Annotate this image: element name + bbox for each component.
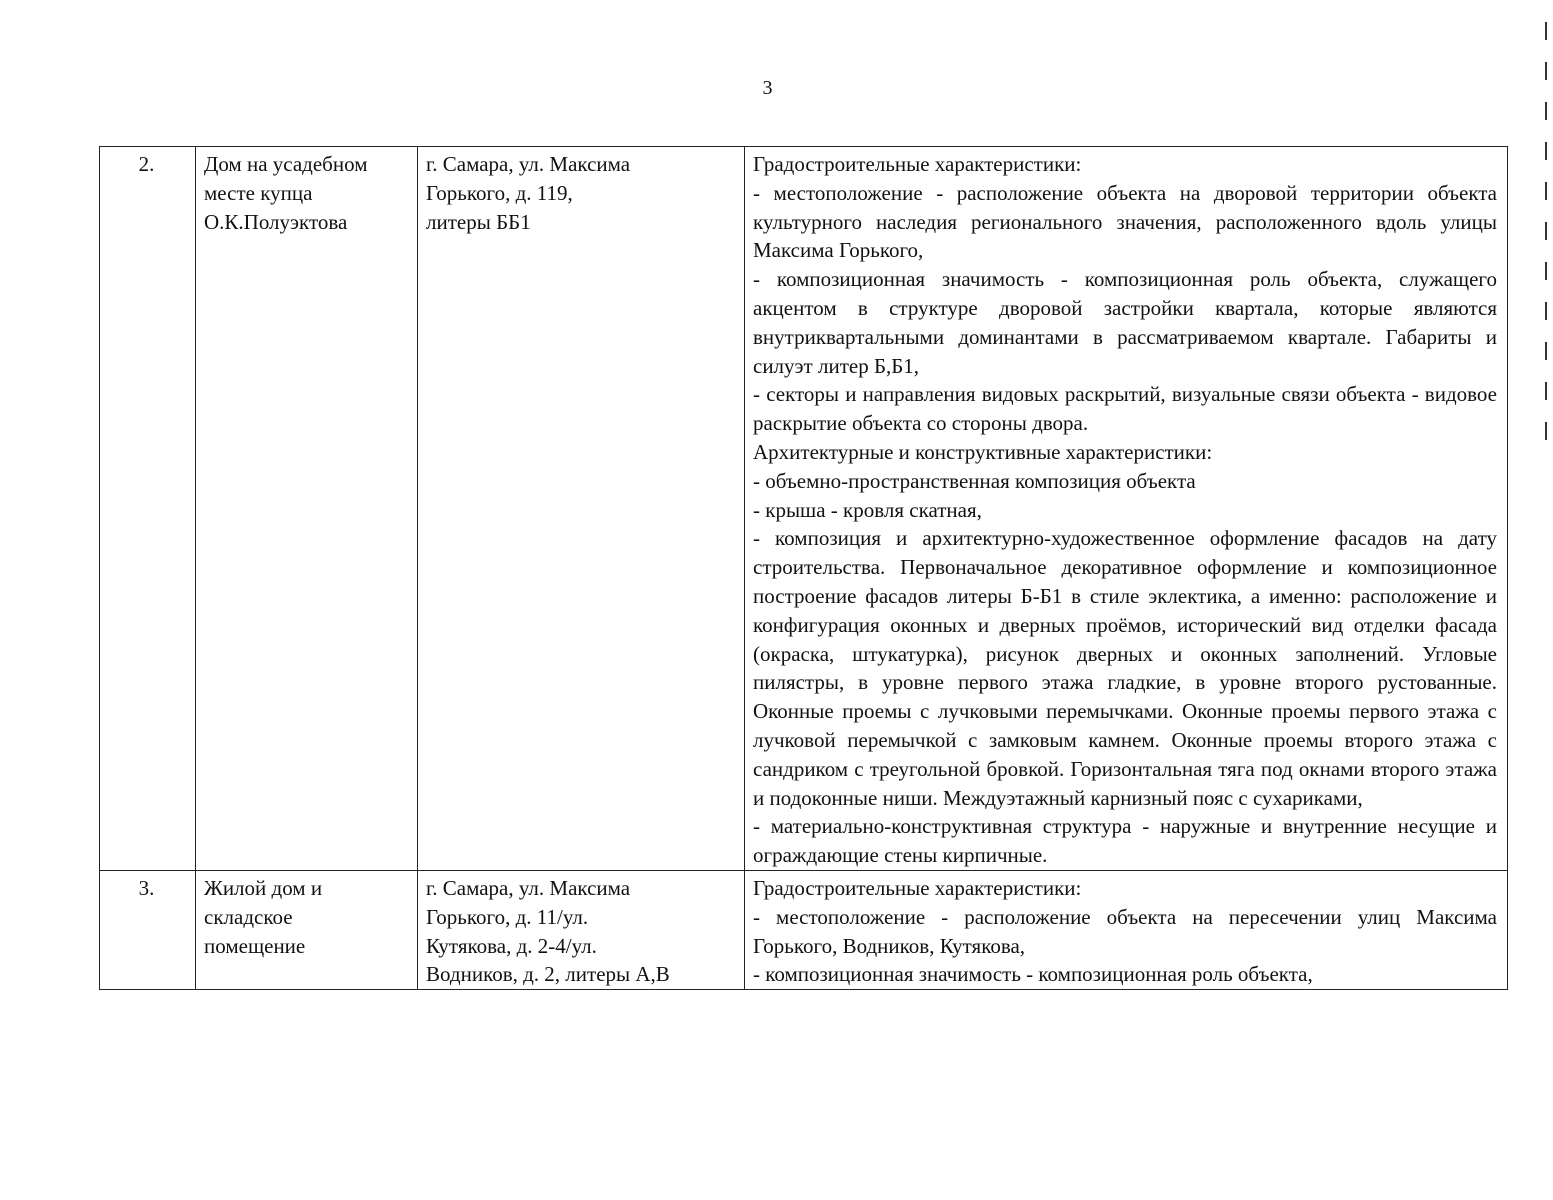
scan-edge-mark <box>1545 302 1547 320</box>
object-address-cell <box>418 147 745 871</box>
object-characteristics-cell <box>745 147 1508 871</box>
object-name-cell <box>196 147 418 871</box>
table-row <box>100 147 1508 871</box>
scan-edge-mark <box>1545 142 1547 160</box>
object-name-line: помещение <box>204 933 306 958</box>
row-number: 3. <box>100 870 196 989</box>
characteristic-item: - местоположение - расположение объекта на пересечении улиц Максима Горького, Водников, Кутякова, <box>753 904 1497 958</box>
scan-edge-mark <box>1545 22 1547 40</box>
characteristic-item: - объемно-пространственная композиция объекта <box>753 468 1196 493</box>
object-address-line: Кутякова, д. 2-4/ул. <box>426 933 597 958</box>
characteristics-heading: Градостроительные характеристики: <box>753 875 1082 900</box>
object-name-line: О.К.Полуэктова <box>204 209 348 234</box>
table-row <box>100 870 1508 989</box>
object-name-cell <box>196 870 418 989</box>
scan-edge-mark <box>1545 102 1547 120</box>
object-address-cell <box>418 870 745 989</box>
object-characteristics-cell <box>745 870 1508 989</box>
object-address-line: Горького, д. 119, <box>426 180 573 205</box>
scan-edge-marks <box>1545 0 1549 460</box>
characteristics-heading: Архитектурные и конструктивные характеристики: <box>753 439 1213 464</box>
object-address-line: Горького, д. 11/ул. <box>426 904 589 929</box>
characteristic-item: - материально-конструктивная структура - наружные и внутренние несущие и ограждающие стены кирпичные. <box>753 814 1497 868</box>
object-address-line: литеры ББ1 <box>426 209 531 234</box>
object-address-line: Водников, д. 2, литеры А,В <box>426 962 670 987</box>
scan-edge-mark <box>1545 422 1547 440</box>
object-address-line: г. Самара, ул. Максима <box>426 152 631 176</box>
scan-edge-mark <box>1545 182 1547 200</box>
object-name-line: складское <box>204 904 293 929</box>
scan-edge-mark <box>1545 262 1547 280</box>
row-number: 2. <box>100 147 196 871</box>
characteristic-item: - композиционная значимость - композиционная роль объекта, служащего акцентом в структуре дворовой застройки квартала, которые являются внутриквартальными доминантами в рассматриваемом квартале. Габариты и силуэт литер Б,Б1, <box>753 267 1497 378</box>
scan-edge-mark <box>1545 342 1547 360</box>
characteristic-item: - секторы и направления видовых раскрытий, визуальные связи объекта - видовое раскрытие объекта со стороны двора. <box>753 382 1497 436</box>
scan-edge-mark <box>1545 62 1547 80</box>
scan-edge-mark <box>1545 382 1547 400</box>
page-number: 3 <box>762 77 773 99</box>
characteristic-item: - местоположение - расположение объекта на дворовой территории объекта культурного наследия регионального значения, расположенного вдоль улицы Максима Горького, <box>753 180 1497 263</box>
scan-edge-mark <box>1545 222 1547 240</box>
characteristic-item: - крыша - кровля скатная, <box>753 497 982 522</box>
object-address-line: г. Самара, ул. Максима <box>426 875 631 900</box>
heritage-objects-table <box>99 146 1508 990</box>
characteristics-heading: Градостроительные характеристики: <box>753 152 1082 176</box>
characteristic-item: - композиционная значимость - композиционная роль объекта, <box>753 962 1313 987</box>
object-name-line: Жилой дом и <box>204 875 323 900</box>
characteristic-item: - композиция и архитектурно-художественное оформление фасадов на дату строительства. Первоначальное декоративное оформление и композиционное построение фасадов литеры Б-Б1 в стиле эклектика, а именно: расположение и конфигурация оконных и дверных проёмов, исторический вид отделки фасада (окраска, штукатурка), рисунок дверных и оконных заполнений. Угловые пилястры, в уровне первого этажа гладкие, в уровне второго рустованные. Оконные проемы с лучковыми перемычками. Оконные проемы первого этажа с лучковой перемычкой с замковым камнем. Оконные проемы второго этажа с сандриком с треугольной бровкой. Горизонтальная тяга под окнами второго этажа и подоконные ниши. Междуэтажный карнизный пояс с сухариками, <box>753 526 1497 810</box>
object-name-line: Дом на усадебном <box>204 152 368 176</box>
object-name-line: месте купца <box>204 180 313 205</box>
